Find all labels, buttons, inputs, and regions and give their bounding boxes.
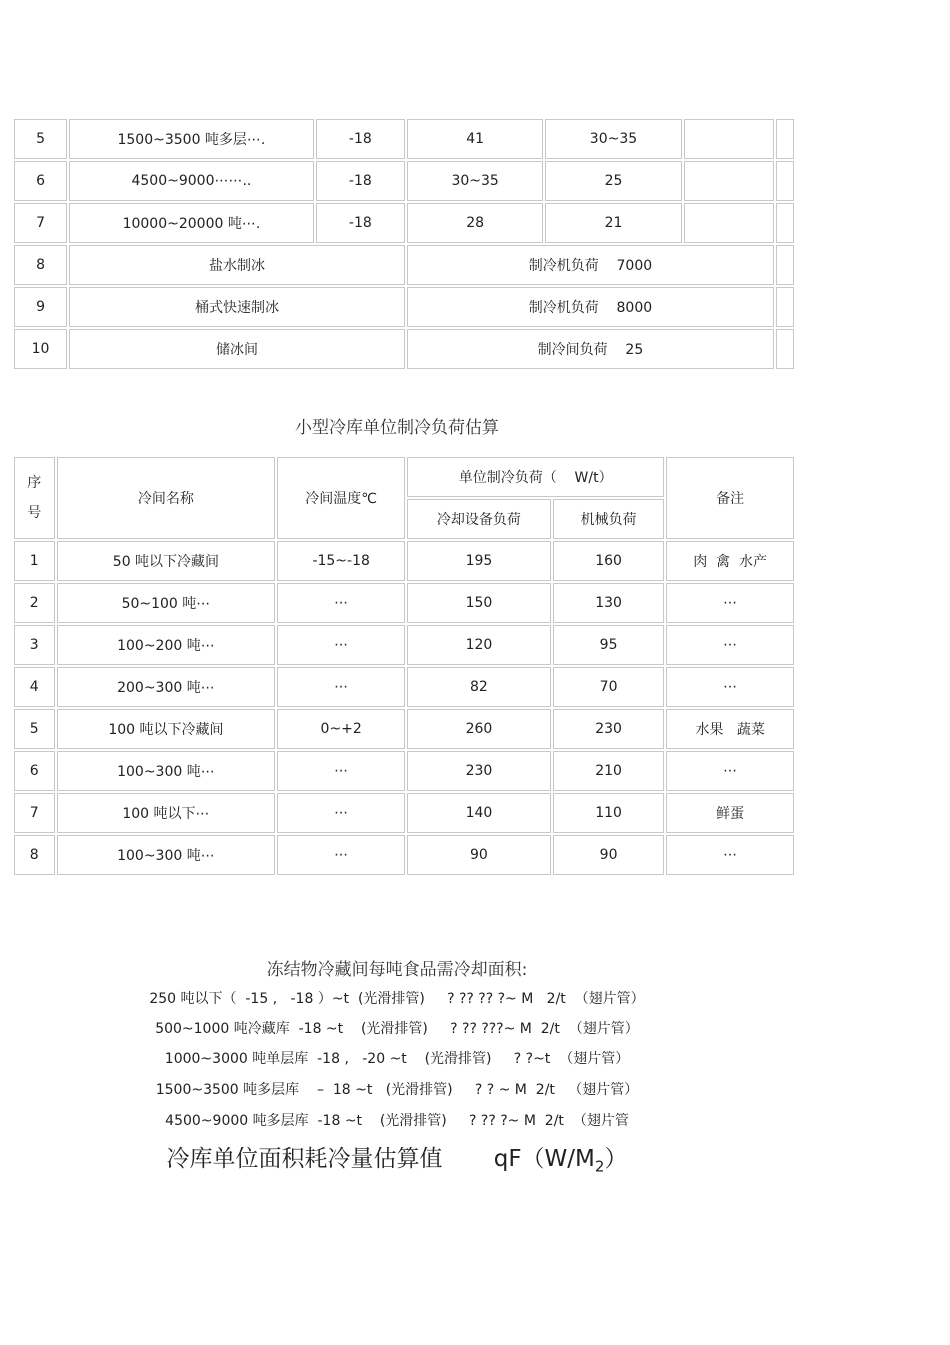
- machine-load: 110: [553, 793, 664, 833]
- table-row: [14, 119, 794, 159]
- table-row: [14, 709, 794, 749]
- machine-load: 210: [553, 751, 664, 791]
- row-number: 6: [14, 161, 67, 201]
- room-temperature: -18: [316, 119, 405, 159]
- cooling-area-line: 250 吨以下（ -15 , -18 ）~t (光滑排管) ? ?? ?? ?~ M 2/t （翅片管）: [149, 991, 645, 1007]
- load-value: 41: [407, 119, 543, 159]
- remark: 水果 蔬菜: [666, 709, 794, 749]
- remark: ⋯: [666, 625, 794, 665]
- cooling-area-line: 1000~3000 吨单层库 -18 , -20 ~t (光滑排管) ? ?~t （翅片管）: [164, 1051, 630, 1067]
- refrigeration-load-table-continued: [12, 117, 796, 371]
- unit-area-heading-close: ）: [604, 1146, 628, 1172]
- empty-cell: [776, 287, 794, 327]
- load-description: 制冷间负荷 25: [407, 329, 774, 369]
- remark-header: 备注: [666, 457, 794, 539]
- table-row: [14, 751, 794, 791]
- room-name: 200~300 吨⋯: [57, 667, 276, 707]
- room-temperature: -15~-18: [277, 541, 405, 581]
- machine-load-header: 机械负荷: [553, 499, 664, 539]
- table-row: [14, 329, 794, 369]
- cooler-load: 90: [407, 835, 551, 875]
- cooler-load: 140: [407, 793, 551, 833]
- load-value: 30~35: [407, 161, 543, 201]
- empty-cell: [776, 245, 794, 285]
- row-number: 6: [14, 751, 55, 791]
- room-name: 100~300 吨⋯: [57, 835, 276, 875]
- cooler-load-header: 冷却设备负荷: [407, 499, 551, 539]
- empty-cell: [684, 203, 774, 243]
- cooler-load: 195: [407, 541, 551, 581]
- load-value: 25: [545, 161, 681, 201]
- empty-cell: [684, 161, 774, 201]
- empty-cell: [776, 329, 794, 369]
- room-temperature: ⋯: [277, 625, 405, 665]
- cooling-area-line: 4500~9000 吨多层库 -18 ~t (光滑排管) ? ?? ?~ M 2/t （翅片管: [165, 1113, 629, 1129]
- cooler-load: 230: [407, 751, 551, 791]
- load-value: 21: [545, 203, 681, 243]
- row-number: 1: [14, 541, 55, 581]
- room-temperature: -18: [316, 161, 405, 201]
- row-number: 5: [14, 709, 55, 749]
- row-number: 4: [14, 667, 55, 707]
- empty-cell: [776, 203, 794, 243]
- room-name: 盐水制冰: [69, 245, 405, 285]
- unit-area-heading-sub: 2: [594, 1157, 605, 1176]
- remark: 肉 禽 水产: [666, 541, 794, 581]
- empty-cell: [776, 119, 794, 159]
- unit-load-header: 单位制冷负荷（ W/t）: [407, 457, 664, 497]
- row-number: 7: [14, 203, 67, 243]
- room-name: 100~200 吨⋯: [57, 625, 276, 665]
- room-name: 储冰间: [69, 329, 405, 369]
- row-number: 10: [14, 329, 67, 369]
- table-row: [14, 287, 794, 327]
- row-number: 9: [14, 287, 67, 327]
- machine-load: 160: [553, 541, 664, 581]
- small-cold-storage-load-table: [12, 455, 796, 877]
- machine-load: 130: [553, 583, 664, 623]
- empty-cell: [776, 161, 794, 201]
- seq-header-top: 序: [27, 475, 42, 491]
- table-row: [14, 793, 794, 833]
- table-row: [14, 203, 794, 243]
- unit-area-heading-text: 冷库单位面积耗冷量估算值 qF（W/M: [166, 1146, 595, 1172]
- cooler-load: 120: [407, 625, 551, 665]
- table-title: 小型冷库单位制冷负荷估算: [295, 418, 499, 438]
- remark: 鲜蛋: [666, 793, 794, 833]
- table-row: [14, 625, 794, 665]
- machine-load: 230: [553, 709, 664, 749]
- room-name: 100 吨以下冷藏间: [57, 709, 276, 749]
- name-header: 冷间名称: [57, 457, 276, 539]
- room-name: 50~100 吨⋯: [57, 583, 276, 623]
- room-temperature: -18: [316, 203, 405, 243]
- seq-header-bottom: 号: [27, 505, 42, 521]
- room-name: 4500~9000⋯⋯..: [69, 161, 314, 201]
- row-number: 2: [14, 583, 55, 623]
- remark: ⋯: [666, 583, 794, 623]
- machine-load: 95: [553, 625, 664, 665]
- load-value: 28: [407, 203, 543, 243]
- table-row: [14, 161, 794, 201]
- remark: ⋯: [666, 751, 794, 791]
- machine-load: 70: [553, 667, 664, 707]
- room-name: 桶式快速制冰: [69, 287, 405, 327]
- room-name: 100~300 吨⋯: [57, 751, 276, 791]
- table-row: [14, 667, 794, 707]
- table-row: [14, 583, 794, 623]
- table-row: [14, 541, 794, 581]
- temperature-header: 冷间温度℃: [277, 457, 405, 539]
- empty-cell: [684, 119, 774, 159]
- room-temperature: ⋯: [277, 835, 405, 875]
- room-temperature: ⋯: [277, 793, 405, 833]
- load-description: 制冷机负荷 8000: [407, 287, 774, 327]
- cooling-area-title: 冻结物冷藏间每吨食品需冷却面积:: [266, 960, 528, 980]
- room-name: 100 吨以下⋯: [57, 793, 276, 833]
- room-temperature: ⋯: [277, 667, 405, 707]
- header-row: [14, 457, 794, 497]
- room-temperature: 0~+2: [277, 709, 405, 749]
- row-number: 8: [14, 245, 67, 285]
- cooling-area-line: 500~1000 吨冷藏库 -18 ~t (光滑排管) ? ?? ???~ M 2/t （翅片管）: [155, 1021, 639, 1037]
- table-row: [14, 835, 794, 875]
- cooler-load: 82: [407, 667, 551, 707]
- cooler-load: 150: [407, 583, 551, 623]
- load-description: 制冷机负荷 7000: [407, 245, 774, 285]
- room-temperature: ⋯: [277, 751, 405, 791]
- row-number: 8: [14, 835, 55, 875]
- row-number: 3: [14, 625, 55, 665]
- room-temperature: ⋯: [277, 583, 405, 623]
- table-row: [14, 245, 794, 285]
- room-name: 50 吨以下冷藏间: [57, 541, 276, 581]
- remark: ⋯: [666, 835, 794, 875]
- cooling-area-line: 1500~3500 吨多层库 – 18 ~t (光滑排管) ? ? ~ M 2/t （翅片管）: [155, 1082, 639, 1098]
- row-number: 7: [14, 793, 55, 833]
- seq-header: [14, 457, 55, 539]
- unit-area-heading: [0, 1140, 794, 1176]
- cooler-load: 260: [407, 709, 551, 749]
- machine-load: 90: [553, 835, 664, 875]
- load-value: 30~35: [545, 119, 681, 159]
- remark: ⋯: [666, 667, 794, 707]
- row-number: 5: [14, 119, 67, 159]
- room-name: 10000~20000 吨⋯.: [69, 203, 314, 243]
- room-name: 1500~3500 吨多层⋯.: [69, 119, 314, 159]
